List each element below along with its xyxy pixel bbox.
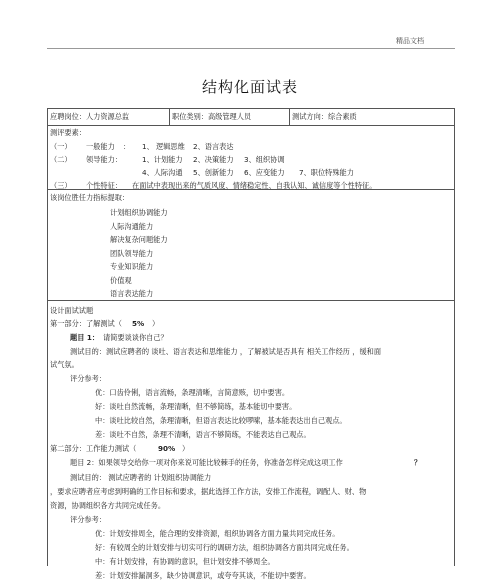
position-cell: 应聘岗位：人力资源总监	[48, 109, 170, 125]
q2-score-good: 好：有较周全的计划安排与切实可行的调研方法，组织协调各方面共同完成任务。	[95, 543, 354, 552]
r1-name: 一般能力	[86, 142, 115, 151]
q2-score-medium: 中：有计划安排，有协调的意识，但计划安排不够周全。	[95, 557, 275, 566]
q2-score-excellent: 优：计划安排周全，能合理的安排资源，组织协调各方面力量共同完成任务。	[95, 529, 340, 538]
indicator-item: 计划组织协调能力	[110, 208, 168, 217]
design-section	[48, 301, 454, 580]
q2-text: 题目 2：如果领导交给你一项对你来说可能比较棘手的任务，你准备怎样完成这项工作	[70, 458, 343, 467]
r1-num: （一）	[50, 142, 72, 151]
part1-label: 第一部分：了解测试（	[50, 319, 122, 328]
r3-item7: 7、职位特殊能力	[299, 168, 354, 177]
r1-item2: 2、语言表达	[193, 142, 234, 151]
q1-label: 题目 1：	[70, 333, 100, 342]
q1-purpose-line1: 测试目的：测试应聘者的 谈吐、语言表达和思维能力 ，了解被试是否具有 相关工作经历 ，缓和面	[70, 347, 382, 356]
indicator-item: 团队领导能力	[110, 249, 154, 258]
q2-purpose-line3: 资源，协调组织各方共同完成任务。	[50, 501, 166, 510]
indicator-item: 解决复杂问题能力	[110, 235, 168, 244]
r3-item6: 6、应变能力	[244, 168, 285, 177]
r3-item5: 5、创新能力	[193, 168, 234, 177]
r2-item2: 2、决策能力	[193, 155, 234, 164]
r4-text: 在面试中表现出来的气质风度、情绪稳定性、自我认知、诚信度等个性特征。	[132, 181, 377, 190]
r2-num: （二）	[50, 155, 72, 164]
q1-score-excellent: 优：口齿伶俐，语言流畅，条理清晰，言简意赅，切中要害。	[95, 388, 290, 397]
page-title: 结构化面试表	[201, 78, 298, 96]
q2-purpose-line2: ，要求应聘者应考虑到明确的工作目标和要求，据此选择工作方法，安排工作流程，调配人、财、物	[50, 487, 367, 496]
r2-name: 领导能力：	[86, 155, 122, 164]
q1-score-poor: 差：谈吐不自然，条理不清晰，语言不够简练，不能表达自己观点。	[95, 430, 311, 439]
q2-mark: ？	[414, 458, 422, 467]
q2-ref-heading: 评分参考：	[70, 515, 106, 524]
q1-ref-heading: 评分参考：	[70, 374, 106, 383]
q1-purpose-line2: 试气氛。	[50, 360, 79, 369]
r3-item4: 4、人际沟通	[142, 168, 183, 177]
design-heading: 设计面试试题	[50, 306, 94, 315]
q1-text: 请简要谈谈你自己？	[103, 333, 168, 342]
indicator-item: 价值观	[110, 276, 132, 285]
r2-item3: 3、组织协调	[244, 155, 285, 164]
q1-score-good: 好：谈吐自然流畅，条理清晰，但不够简练，基本能切中要害。	[95, 402, 297, 411]
indicator-item: 专业知识能力	[110, 262, 154, 271]
direction-cell: 测试方向：综合素质	[292, 112, 357, 121]
r4-name: 个性特征：	[86, 181, 122, 190]
part2-close: ）	[182, 444, 190, 453]
part2-label: 第二部分：工作能力测试（	[50, 444, 137, 453]
q2-purpose-line1: 测试目的： 测试应聘者的 计划组织协调能力	[70, 473, 212, 482]
header-rule	[47, 48, 455, 49]
indicators-heading: 该岗位胜任力指标提取：	[50, 193, 130, 202]
part1-close: ）	[152, 319, 160, 328]
r4-num: （三）	[50, 181, 72, 190]
indicator-item: 语言表达能力	[110, 289, 154, 298]
q2-score-poor: 差：计划安排漏洞多，缺少协调意识，或夸夸其谈，不能切中要害。	[95, 571, 311, 580]
indicators-section	[48, 190, 454, 301]
r1-sep: ：	[123, 142, 131, 151]
r2-item1: 1、计划能力	[142, 155, 183, 164]
r1-item1: 1、 逻辑思维	[142, 142, 185, 151]
category-cell: 职位类别：高级管理人员	[170, 109, 290, 125]
elements-heading: 测评要素：	[50, 128, 86, 137]
info-row	[48, 109, 454, 126]
part2-percent: 90%	[158, 444, 176, 453]
header-tag: 精品文档	[396, 37, 424, 45]
q1-score-medium: 中：谈吐比较自然，条理清晰，但语言表达比较啰嗦，基本能表达出自己观点。	[95, 416, 347, 425]
elements-section	[48, 126, 454, 190]
interview-table	[47, 108, 455, 580]
part1-percent: 5%	[132, 319, 145, 328]
indicator-item: 人际沟通能力	[110, 222, 154, 231]
